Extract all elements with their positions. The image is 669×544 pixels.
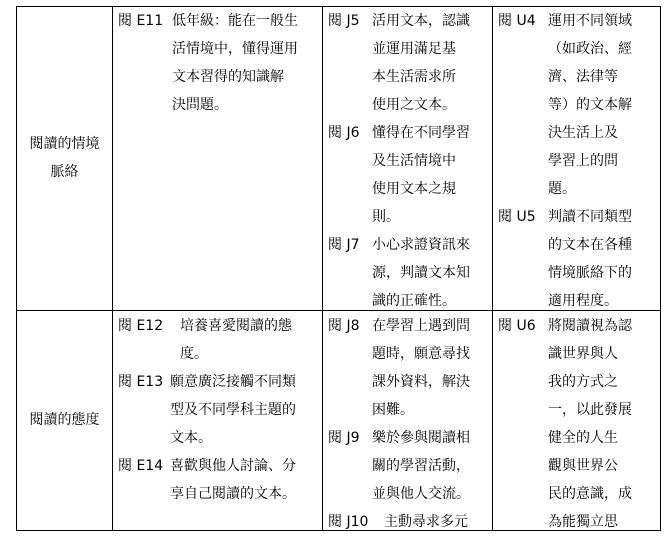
indicator-text: 享自己閱讀的文本。 [170, 486, 296, 502]
indicator-text: 識的正確性。 [372, 293, 456, 309]
indicator-text: 困難。 [372, 402, 414, 418]
indicator-text: 我的方式之 [548, 374, 618, 390]
indicator-code: 閱 J9 [328, 430, 360, 446]
indicator-code: 閱 J6 [328, 125, 360, 141]
indicator-text: 關的學習活動， [372, 458, 470, 474]
indicator-text: 識世界與人 [548, 346, 618, 362]
indicator-text: 活情境中，懂得運用 [172, 41, 298, 57]
row-label-line: 閱讀的情境 [29, 136, 100, 152]
indicator-text: 活用文本，認識 [372, 13, 470, 29]
indicator-text: 樂於參與閱讀相 [372, 430, 470, 446]
indicator-code: 閱 J10 [328, 514, 369, 530]
indicator-text: 民的意識，成 [548, 486, 632, 502]
indicator-text: 決問題。 [172, 97, 228, 113]
indicator-text: 課外資料，解決 [372, 374, 470, 390]
indicator-text: 濟、法律等 [548, 69, 618, 85]
indicator-text: 源，判讀文本知 [372, 265, 470, 281]
indicator-text: 文本習得的知識解 [172, 69, 284, 85]
indicator-text: 培養喜愛閱讀的態 [180, 318, 292, 334]
row-label-line: 閱讀的態度 [29, 412, 100, 428]
indicator-code: 閱 U6 [498, 318, 536, 334]
row-label-attitude [17, 406, 112, 434]
indicator-code: 閱 E14 [118, 458, 164, 474]
indicator-text: 及生活情境中 [372, 153, 456, 169]
row-label-context [17, 130, 112, 186]
indicator-text: 在學習上遇到問 [372, 318, 470, 334]
column-divider [492, 6, 493, 531]
indicator-text: 一，以此發展 [548, 402, 632, 418]
indicator-text: 運用不同領域 [548, 13, 632, 29]
column-divider [112, 6, 113, 531]
indicator-text: 情境脈絡下的 [548, 265, 632, 281]
indicator-text: 型及不同學科主題的 [170, 402, 296, 418]
indicator-code: 閱 E12 [118, 318, 164, 334]
indicator-text: 主動尋求多元 [384, 514, 468, 530]
indicator-text: 使用之文本。 [372, 97, 456, 113]
indicator-code: 閱 J7 [328, 237, 360, 253]
indicator-text: 度。 [180, 346, 208, 362]
indicator-text: 判讀不同類型 [548, 209, 632, 225]
indicator-text: 低年級：能在一般生 [172, 13, 298, 29]
indicator-text: 觀與世界公 [548, 458, 618, 474]
indicator-code: 閱 J5 [328, 13, 360, 29]
indicator-text: 決生活上及 [548, 125, 618, 141]
indicator-text: 願意廣泛接觸不同類 [170, 374, 296, 390]
indicator-text: 本生活需求所 [372, 69, 456, 85]
column-divider [322, 6, 323, 531]
indicator-text: 題。 [548, 181, 576, 197]
row-label-line: 脈絡 [50, 164, 79, 180]
indicator-text: 健全的人生 [548, 430, 618, 446]
indicator-text: 小心求證資訊來 [372, 237, 470, 253]
indicator-text: 則。 [372, 209, 400, 225]
indicator-text: 將閱讀視為認 [548, 318, 632, 334]
indicator-text: 為能獨立思 [548, 514, 618, 530]
indicator-text: 並與他人交流。 [372, 486, 470, 502]
indicator-text: 的文本在各種 [548, 237, 632, 253]
indicator-text: 適用程度。 [548, 293, 618, 309]
indicator-code: 閱 J8 [328, 318, 360, 334]
indicator-text: （如政治、經 [548, 41, 632, 57]
indicator-code: 閱 U4 [498, 13, 536, 29]
indicator-text: 題時，願意尋找 [372, 346, 470, 362]
indicator-text: 文本。 [170, 430, 212, 446]
indicator-text: 學習上的問 [548, 153, 618, 169]
indicator-text: 等）的文本解 [548, 97, 632, 113]
indicator-code: 閱 E13 [118, 374, 164, 390]
indicator-text: 使用文本之規 [372, 181, 456, 197]
indicator-text: 懂得在不同學習 [372, 125, 470, 141]
indicator-code: 閱 E11 [118, 13, 164, 29]
indicator-text: 喜歡與他人討論、分 [170, 458, 296, 474]
indicator-code: 閱 U5 [498, 209, 536, 225]
indicator-text: 並運用滿足基 [372, 41, 456, 57]
